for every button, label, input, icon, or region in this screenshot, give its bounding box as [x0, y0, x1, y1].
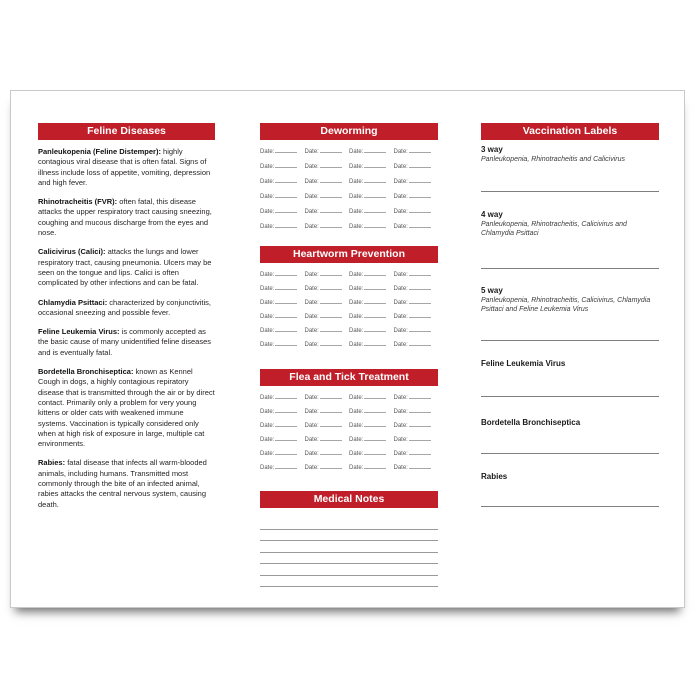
date-field: [394, 299, 439, 313]
date-label: Date:: [393, 149, 408, 155]
disease-paragraph: [38, 247, 215, 288]
vaccination-labels-header: Vaccination Labels: [481, 123, 659, 140]
date-label: Date:: [393, 465, 408, 471]
date-label: Date:: [349, 437, 364, 443]
date-label: Date:: [349, 286, 364, 292]
label-divider-line: [481, 268, 659, 269]
date-label: Date:: [304, 179, 319, 185]
date-blank-line: [364, 408, 386, 413]
date-blank-line: [320, 394, 342, 399]
note-ruled-line: [260, 541, 438, 553]
date-label: Date:: [260, 437, 275, 443]
vaccine-item: [481, 286, 659, 314]
date-blank-line: [409, 394, 431, 399]
date-blank-line: [275, 148, 297, 153]
date-label: Date:: [393, 164, 408, 170]
date-field: [305, 299, 350, 313]
date-blank-line: [364, 394, 386, 399]
date-label: Date:: [260, 395, 275, 401]
vaccine-name: 4 way: [481, 210, 503, 219]
date-label: Date:: [349, 272, 364, 278]
date-blank-line: [275, 163, 297, 168]
date-field: [349, 148, 394, 163]
date-label: Date:: [304, 465, 319, 471]
date-label: Date:: [304, 194, 319, 200]
date-label: Date:: [393, 209, 408, 215]
date-blank-line: [409, 422, 431, 427]
vaccine-description: Panleukopenia, Rhinotracheitis and Calicivirus: [481, 156, 625, 163]
date-blank-line: [275, 193, 297, 198]
date-blank-line: [364, 285, 386, 290]
date-label: Date:: [349, 314, 364, 320]
date-field: [260, 178, 305, 193]
date-blank-line: [364, 450, 386, 455]
deworming-date-grid: [260, 148, 438, 238]
disease-name: Calicivirus (Calici):: [38, 247, 106, 257]
date-field: [260, 299, 305, 313]
disease-name: Rhinotracheitis (FVR):: [38, 197, 118, 207]
date-field: [349, 436, 394, 450]
date-field: [305, 464, 350, 478]
date-label: Date:: [349, 423, 364, 429]
disease-paragraph: [38, 147, 215, 188]
date-field: [394, 178, 439, 193]
date-label: Date:: [349, 395, 364, 401]
date-blank-line: [320, 313, 342, 318]
treatment-log-column: [260, 123, 438, 587]
vaccine-name: Bordetella Bronchiseptica: [481, 418, 581, 427]
flea-tick-header: Flea and Tick Treatment: [260, 369, 438, 386]
vaccine-name: Feline Leukemia Virus: [481, 359, 566, 368]
date-blank-line: [364, 178, 386, 183]
date-label: Date:: [349, 451, 364, 457]
date-blank-line: [364, 299, 386, 304]
medical-notes-header: Medical Notes: [260, 491, 438, 508]
date-blank-line: [320, 148, 342, 153]
date-blank-line: [364, 436, 386, 441]
note-ruled-line: [260, 576, 438, 588]
date-field: [260, 450, 305, 464]
date-field: [305, 193, 350, 208]
date-field: [260, 464, 305, 478]
date-blank-line: [364, 422, 386, 427]
date-blank-line: [409, 193, 431, 198]
date-label: Date:: [393, 194, 408, 200]
date-field: [349, 408, 394, 422]
date-blank-line: [364, 223, 386, 228]
date-label: Date:: [393, 272, 408, 278]
heartworm-header: Heartworm Prevention: [260, 246, 438, 263]
label-divider-line: [481, 340, 659, 341]
vaccine-item: [481, 145, 659, 164]
date-field: [394, 148, 439, 163]
date-label: Date:: [260, 409, 275, 415]
date-blank-line: [275, 394, 297, 399]
disease-text: highly contagious viral disease that is often fatal. Signs of illness include loss of appetite, vomiting, depression and high fever.: [38, 147, 211, 187]
date-field: [394, 327, 439, 341]
date-blank-line: [320, 163, 342, 168]
date-field: [305, 327, 350, 341]
date-field: [349, 163, 394, 178]
date-field: [305, 422, 350, 436]
disease-name: Feline Leukemia Virus:: [38, 327, 120, 337]
date-label: Date:: [260, 314, 275, 320]
date-blank-line: [320, 422, 342, 427]
date-field: [394, 422, 439, 436]
date-field: [394, 450, 439, 464]
date-blank-line: [409, 271, 431, 276]
date-label: Date:: [260, 149, 275, 155]
date-label: Date:: [393, 300, 408, 306]
date-label: Date:: [349, 194, 364, 200]
date-blank-line: [275, 223, 297, 228]
date-field: [260, 193, 305, 208]
date-field: [349, 313, 394, 327]
date-blank-line: [409, 178, 431, 183]
label-divider-line: [481, 191, 659, 192]
date-field: [260, 341, 305, 355]
date-field: [394, 285, 439, 299]
date-field: [305, 163, 350, 178]
date-field: [394, 394, 439, 408]
date-blank-line: [320, 341, 342, 346]
disease-paragraph: [38, 327, 215, 358]
deworming-section: [260, 123, 438, 238]
date-field: [305, 178, 350, 193]
date-field: [305, 436, 350, 450]
date-blank-line: [320, 271, 342, 276]
date-blank-line: [409, 285, 431, 290]
vaccine-description: Panleukopenia, Rhinotracheitis, Calicivirus, Chlamydia Psittaci and Feline Leukemia Virus: [481, 297, 651, 313]
date-label: Date:: [393, 328, 408, 334]
date-field: [349, 285, 394, 299]
disease-text: often fatal, this disease attacks the upper respiratory tract causing sneezing, coughing and mucous discharge from the eyes and nose.: [38, 197, 212, 238]
vaccine-description: Panleukopenia, Rhinotracheitis, Calicivirus and Chlamydia Psittaci: [481, 221, 627, 237]
deworming-header: Deworming: [260, 123, 438, 140]
date-field: [349, 271, 394, 285]
date-label: Date:: [393, 451, 408, 457]
date-blank-line: [409, 327, 431, 332]
date-label: Date:: [349, 328, 364, 334]
date-field: [394, 193, 439, 208]
date-blank-line: [364, 163, 386, 168]
date-field: [394, 408, 439, 422]
date-blank-line: [364, 313, 386, 318]
date-label: Date:: [304, 342, 319, 348]
date-blank-line: [409, 408, 431, 413]
date-label: Date:: [349, 342, 364, 348]
date-field: [260, 422, 305, 436]
date-field: [349, 193, 394, 208]
date-field: [394, 341, 439, 355]
date-label: Date:: [304, 409, 319, 415]
date-field: [260, 223, 305, 238]
date-label: Date:: [304, 209, 319, 215]
disease-paragraph: [38, 298, 215, 319]
date-label: Date:: [304, 272, 319, 278]
date-label: Date:: [304, 423, 319, 429]
date-label: Date:: [304, 149, 319, 155]
date-label: Date:: [260, 272, 275, 278]
date-field: [260, 394, 305, 408]
note-ruled-line: [260, 553, 438, 565]
date-label: Date:: [349, 465, 364, 471]
date-blank-line: [320, 178, 342, 183]
date-label: Date:: [349, 224, 364, 230]
date-blank-line: [409, 464, 431, 469]
date-blank-line: [275, 450, 297, 455]
vaccine-item: [481, 359, 659, 369]
date-label: Date:: [260, 194, 275, 200]
date-label: Date:: [393, 423, 408, 429]
note-ruled-line: [260, 564, 438, 576]
date-label: Date:: [260, 423, 275, 429]
date-label: Date:: [260, 164, 275, 170]
date-field: [305, 208, 350, 223]
date-field: [305, 285, 350, 299]
disease-paragraph: [38, 458, 215, 509]
date-blank-line: [320, 223, 342, 228]
disease-text: known as Kennel Cough in dogs, a highly contagious repiratory disease that is transmitted through the air or by direct contact. Primarily only a problem for very young kittens or older cats with weakened immune systems. Vaccination is typically considered only when at high risk of exposure in large, multiple cat environments.: [38, 367, 215, 449]
date-label: Date:: [260, 300, 275, 306]
date-blank-line: [320, 464, 342, 469]
vaccination-labels-column: [481, 123, 659, 583]
date-label: Date:: [304, 164, 319, 170]
date-label: Date:: [393, 286, 408, 292]
disease-text: characterized by conjunctivitis, occasional sneezing and possible fever.: [38, 297, 212, 317]
heartworm-section: [260, 246, 438, 355]
date-label: Date:: [393, 409, 408, 415]
date-blank-line: [320, 285, 342, 290]
date-blank-line: [320, 408, 342, 413]
date-field: [349, 450, 394, 464]
date-blank-line: [364, 327, 386, 332]
date-blank-line: [320, 208, 342, 213]
date-field: [394, 208, 439, 223]
date-field: [349, 299, 394, 313]
date-field: [305, 313, 350, 327]
date-field: [349, 223, 394, 238]
date-field: [394, 163, 439, 178]
date-label: Date:: [349, 149, 364, 155]
date-label: Date:: [304, 300, 319, 306]
date-field: [349, 422, 394, 436]
feline-diseases-header: Feline Diseases: [38, 123, 215, 140]
date-blank-line: [409, 208, 431, 213]
date-field: [349, 394, 394, 408]
date-label: Date:: [349, 409, 364, 415]
disease-paragraph: [38, 367, 215, 449]
date-field: [305, 394, 350, 408]
date-field: [349, 341, 394, 355]
vaccine-name: Rabies: [481, 472, 508, 481]
date-blank-line: [409, 148, 431, 153]
date-blank-line: [275, 341, 297, 346]
disease-text: is commonly accepted as the basic cause of many unidentified feline diseases and is eventually fatal.: [38, 327, 212, 357]
date-blank-line: [409, 163, 431, 168]
date-label: Date:: [304, 286, 319, 292]
date-field: [349, 208, 394, 223]
vaccine-item: [481, 418, 659, 428]
date-blank-line: [364, 271, 386, 276]
disease-name: Rabies:: [38, 458, 66, 468]
flea-tick-section: [260, 369, 438, 478]
flea-tick-date-grid: [260, 394, 438, 478]
date-label: Date:: [304, 224, 319, 230]
date-field: [260, 436, 305, 450]
date-label: Date:: [260, 224, 275, 230]
disease-name: Panleukopenia (Feline Distemper):: [38, 147, 161, 156]
disease-name: Chlamydia Psittaci:: [38, 297, 108, 307]
date-blank-line: [364, 148, 386, 153]
date-blank-line: [275, 464, 297, 469]
date-label: Date:: [393, 395, 408, 401]
date-field: [305, 148, 350, 163]
date-blank-line: [275, 285, 297, 290]
date-field: [349, 327, 394, 341]
date-field: [349, 464, 394, 478]
date-label: Date:: [304, 437, 319, 443]
date-field: [305, 408, 350, 422]
date-label: Date:: [349, 209, 364, 215]
date-field: [260, 327, 305, 341]
date-label: Date:: [393, 342, 408, 348]
date-label: Date:: [393, 437, 408, 443]
disease-text: attacks the lungs and lower respiratory tract, causing pneumonia. Ulcers may be seen on the tongue and lips. Calici is often complicated by other infections and can be fatal.: [38, 247, 212, 288]
date-field: [260, 163, 305, 178]
disease-paragraph: [38, 197, 215, 238]
date-field: [394, 271, 439, 285]
label-divider-line: [481, 396, 659, 397]
date-field: [260, 271, 305, 285]
date-label: Date:: [393, 224, 408, 230]
date-label: Date:: [393, 314, 408, 320]
date-label: Date:: [304, 451, 319, 457]
date-field: [305, 341, 350, 355]
date-blank-line: [409, 450, 431, 455]
date-field: [260, 313, 305, 327]
label-divider-line: [481, 506, 659, 507]
note-ruled-line: [260, 530, 438, 542]
date-blank-line: [275, 313, 297, 318]
date-field: [305, 223, 350, 238]
date-blank-line: [409, 223, 431, 228]
date-label: Date:: [349, 164, 364, 170]
date-field: [394, 464, 439, 478]
date-field: [394, 313, 439, 327]
date-blank-line: [275, 327, 297, 332]
date-field: [394, 223, 439, 238]
date-label: Date:: [260, 465, 275, 471]
date-blank-line: [275, 436, 297, 441]
date-field: [305, 450, 350, 464]
vaccine-name: 3 way: [481, 145, 503, 154]
label-divider-line: [481, 453, 659, 454]
date-blank-line: [409, 299, 431, 304]
date-blank-line: [409, 341, 431, 346]
date-blank-line: [275, 408, 297, 413]
date-field: [260, 208, 305, 223]
date-label: Date:: [260, 342, 275, 348]
date-label: Date:: [260, 328, 275, 334]
date-blank-line: [364, 464, 386, 469]
date-label: Date:: [349, 300, 364, 306]
date-blank-line: [409, 313, 431, 318]
disease-text: fatal disease that infects all warm-blooded animals, including humans. Transmitted most commonly through the bite of an infected animal, rabies attacks the central nervous system, causing death.: [38, 458, 207, 509]
date-label: Date:: [260, 451, 275, 457]
date-label: Date:: [260, 179, 275, 185]
date-blank-line: [275, 299, 297, 304]
date-blank-line: [275, 271, 297, 276]
vaccine-name: 5 way: [481, 286, 503, 295]
date-field: [260, 285, 305, 299]
date-blank-line: [320, 299, 342, 304]
date-field: [349, 178, 394, 193]
vaccine-item: [481, 472, 659, 482]
date-blank-line: [409, 436, 431, 441]
date-label: Date:: [260, 209, 275, 215]
date-field: [260, 148, 305, 163]
heartworm-date-grid: [260, 271, 438, 355]
date-blank-line: [364, 193, 386, 198]
medical-notes-lines: [260, 518, 438, 587]
date-label: Date:: [260, 286, 275, 292]
date-blank-line: [364, 208, 386, 213]
feline-diseases-column: [38, 123, 215, 510]
date-field: [305, 271, 350, 285]
date-field: [260, 408, 305, 422]
date-label: Date:: [304, 328, 319, 334]
note-ruled-line: [260, 518, 438, 530]
date-blank-line: [275, 422, 297, 427]
date-blank-line: [275, 208, 297, 213]
record-sheet: [10, 90, 685, 608]
disease-name: Bordetella Bronchiseptica:: [38, 367, 134, 377]
medical-notes-section: [260, 491, 438, 587]
date-label: Date:: [349, 179, 364, 185]
date-blank-line: [320, 193, 342, 198]
vaccine-item: [481, 210, 659, 238]
date-blank-line: [320, 450, 342, 455]
date-blank-line: [275, 178, 297, 183]
date-blank-line: [320, 436, 342, 441]
date-field: [394, 436, 439, 450]
date-blank-line: [320, 327, 342, 332]
date-blank-line: [364, 341, 386, 346]
date-label: Date:: [393, 179, 408, 185]
date-label: Date:: [304, 395, 319, 401]
date-label: Date:: [304, 314, 319, 320]
